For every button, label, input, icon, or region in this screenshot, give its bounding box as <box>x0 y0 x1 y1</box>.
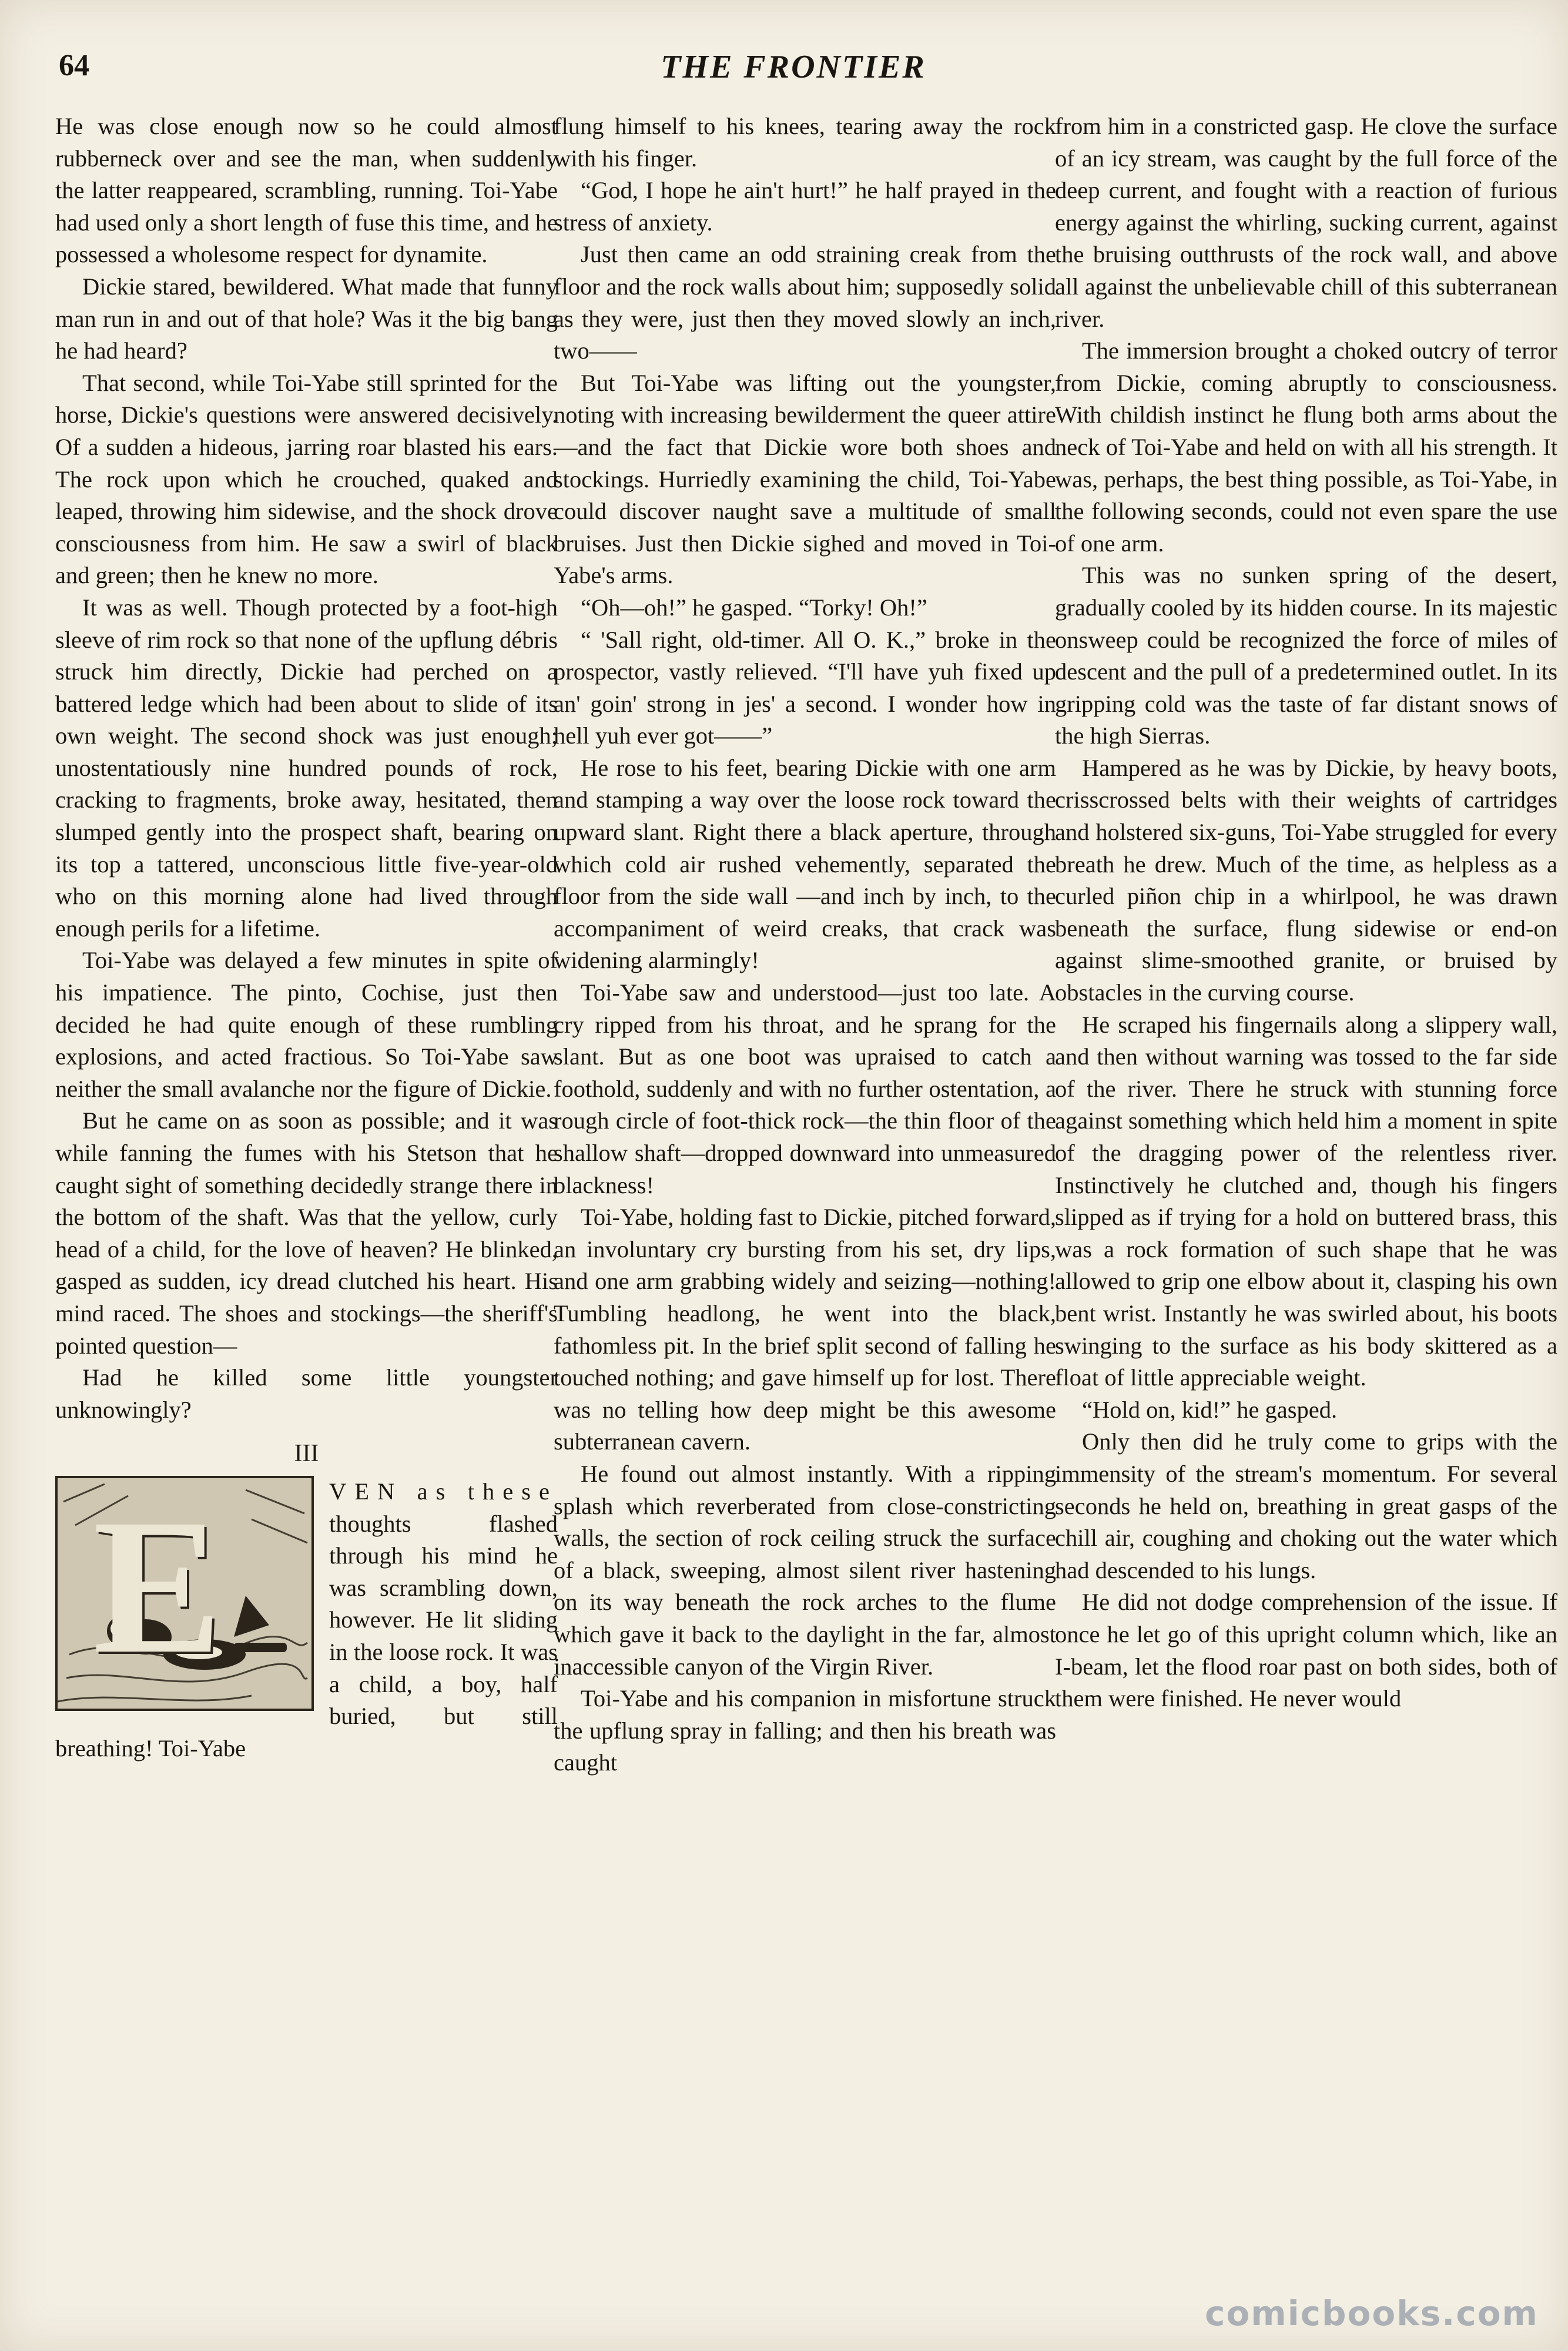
paragraph: That second, while Toi-Yabe still sprinted for the horse, Dickie's questions were answered decisively. Of a sudden a hideous, jarring roar blasted his ears. The rock upon which he crouched, quaked and leaped, throwing him sidewise, and the shock drove consciousness from him. He saw a swirl of black and green; then he knew no more. <box>55 369 558 589</box>
paragraph: He scraped his fingernails along a slippery wall, and then without warning was tossed to the far side of the river. There he struck with stunning force against something which held him a moment in spite of the dragging power of the relentless river. Instinctively he clutched and, though his fingers slipped as if trying for a hold on buttered brass, this was a rock formation of such shape that he was allowed to grip one elbow about it, clasping his own bent wrist. Instantly he was swirled about, his boots swinging to the surface as his body skittered as a float of little appreciable weight. <box>1055 1011 1557 1391</box>
paragraph: Toi-Yabe, holding fast to Dickie, pitched forward, an involuntary cry bursting from his set, dry lips, and one arm grabbing widely and seizing—nothing! Tumbling headlong, he went into the black, fathomless pit. In the brief split second of falling he touched nothing; and gave himself up for lost. There was no telling how deep might be this awesome subterranean cavern. <box>554 1204 1056 1455</box>
page-number: 64 <box>59 49 89 82</box>
paragraph: Hampered as he was by Dickie, by heavy boots, crisscrossed belts with their weights of cartridges and holstered six-guns, Toi-Yabe struggled for every breath he drew. Much of the time, as helpless as a curled piñon chip in a whirlpool, he was drawn beneath the surface, flung sidewise or end-on against slime-smoothed granite, or bruised by obstacles in the curving course. <box>1055 754 1557 1006</box>
paragraph: This was no sunken spring of the desert, gradually cooled by its hidden course. In its majestic onsweep could be recognized the force of miles of descent and the pull of a predetermined outlet. In its gripping cold was the taste of far distant snows of the high Sierras. <box>1055 562 1557 749</box>
paragraph: He rose to his feet, bearing Dickie with one arm and stamping a way over the loose rock toward the upward slant. Right there a black aperture, through which cold air rushed vehemently, separated the floor from the side wall —and inch by inch, to the accompaniment of weird creaks, that crack was widening alarmingly! <box>554 754 1056 974</box>
column-1-paragraphs <box>55 110 558 1426</box>
section-heading: III <box>294 1440 319 1468</box>
dropcap-illustration <box>55 1476 314 1711</box>
paragraph: The immersion brought a choked outcry of terror from Dickie, coming abruptly to consciousness. With childish instinct he flung both arms about the neck of Toi-Yabe and held on with all his strength. It was, perhaps, the best thing possible, as Toi-Yabe, in the following seconds, could not even spare the use of one arm. <box>1055 337 1557 557</box>
page-header <box>59 48 1528 95</box>
paragraph: “Oh—oh!” he gasped. “Torky! Oh!” <box>581 594 927 621</box>
text-column-3 <box>1055 110 1557 1715</box>
paragraph: He was close enough now so he could almost rubberneck over and see the man, when suddenly the latter reappeared, scrambling, running. Toi-Yabe had used only a short length of fuse this time, and he possessed a wholesome respect for dynamite. <box>55 113 558 268</box>
paragraph: But he came on as soon as possible; and it was while fanning the fumes with his Stetson that he caught sight of something decidedly strange there in the bottom of the shaft. Was that the yellow, curly head of a child, for the love of heaven? He blinked, gasped as sudden, icy dread clutched his heart. His mind raced. The shoes and stockings—the sheriff's pointed question— <box>55 1107 558 1359</box>
paragraph: Toi-Yabe was delayed a few minutes in spite of his impatience. The pinto, Cochise, just then decided he had quite enough of these rumbling explosions, and acted fractious. So Toi-Yabe saw neither the small avalanche nor the figure of Dickie. <box>55 947 558 1102</box>
paragraph: “God, I hope he ain't hurt!” he half prayed in the stress of anxiety. <box>554 177 1056 236</box>
running-title: THE FRONTIER <box>661 49 926 85</box>
dropcap-letter: E <box>93 1479 223 1694</box>
column-3-paragraphs <box>1055 110 1557 1715</box>
paragraph: from him in a constricted gasp. He clove the surface of an icy stream, was caught by the full force of the deep current, and fought with a reaction of furious energy against the whirling, sucking current, against the bruising outthrusts of the rock wall, and above all against the unbelievable chill of this subterranean river. <box>1055 113 1557 332</box>
paragraph: Only then did he truly come to grips with the immensity of the stream's momentum. For several seconds he held on, breathing in great gasps of the chill air, coughing and choking out the water which had descended to his lungs. <box>1055 1428 1557 1583</box>
dropcap-paragraph-text: thoughts flashed through his mind he was scrambling down, however. He lit sliding in the loose rock. It was a child, a boy, half buried, but still breathing! Toi-Yabe <box>55 1510 558 1761</box>
paragraph: Had he killed some little youngster unknowingly? <box>55 1364 558 1423</box>
watermark: comicbooks.com <box>1205 2293 1539 2333</box>
dropcap-paragraph <box>55 1476 558 1764</box>
paragraph: Dickie stared, bewildered. What made that funny man run in and out of that hole? Was it the big bang he had heard? <box>55 273 558 364</box>
paragraph: He found out almost instantly. With a ripping splash which reverberated from close-constricting walls, the section of rock ceiling struck the surface of a black, sweeping, almost silent river hastening on its way beneath the rock arches to the flume which gave it back to the daylight in the far, almost inaccessible canyon of the Virgin River. <box>554 1460 1056 1680</box>
paragraph: flung himself to his knees, tearing away the rock with his finger. <box>554 113 1056 172</box>
paragraph: Just then came an odd straining creak from the floor and the rock walls about him; supposedly solid as they were, just then they moved slowly an inch, two—— <box>554 241 1056 364</box>
dropcap-lead-words: VEN as these <box>329 1478 558 1505</box>
paragraph: But Toi-Yabe was lifting out the youngster, noting with increasing bewilderment the queer attire—and the fact that Dickie wore both shoes and stockings. Hurriedly examining the child, Toi-Yabe could discover naught save a multitude of small bruises. Just then Dickie sighed and moved in Toi-Yabe's arms. <box>554 369 1056 589</box>
text-column-2 <box>554 110 1056 1779</box>
column-2-paragraphs <box>554 110 1056 1779</box>
paragraph: “ 'Sall right, old-timer. All O. K.,” broke in the prospector, vastly relieved. “I'll have yuh fixed up an' goin' strong in jes' a second. I wonder how in hell yuh ever got——” <box>554 626 1056 749</box>
paragraph: Toi-Yabe and his companion in misfortune struck the upflung spray in falling; and then his breath was caught <box>554 1685 1056 1776</box>
paragraph: He did not dodge comprehension of the issue. If once he let go of this upright column which, like an I-beam, let the flood roar past on both sides, both of them were finished. He never would <box>1055 1589 1557 1712</box>
paragraph: “Hold on, kid!” he gasped. <box>1082 1396 1338 1423</box>
text-column-1 <box>55 110 558 1764</box>
paragraph: Toi-Yabe saw and understood—just too late. A cry ripped from his throat, and he sprang for the slant. But as one boot was upraised to catch a foothold, suddenly and with no further ostentation, a rough circle of foot-thick rock—the thin floor of the shallow shaft—dropped downward into unmeasured blackness! <box>554 979 1056 1198</box>
paragraph: It was as well. Though protected by a foot-high sleeve of rim rock so that none of the upflung débris struck him directly, Dickie had perched on a battered ledge which had been about to slide of its own weight. The second shock was just enough; unostentatiously nine hundred pounds of rock, cracking to fragments, broke away, hesitated, then slumped gently into the prospect shaft, bearing on its top a tattered, unconscious little five-year-old who on this morning alone had lived through enough perils for a lifetime. <box>55 594 558 942</box>
